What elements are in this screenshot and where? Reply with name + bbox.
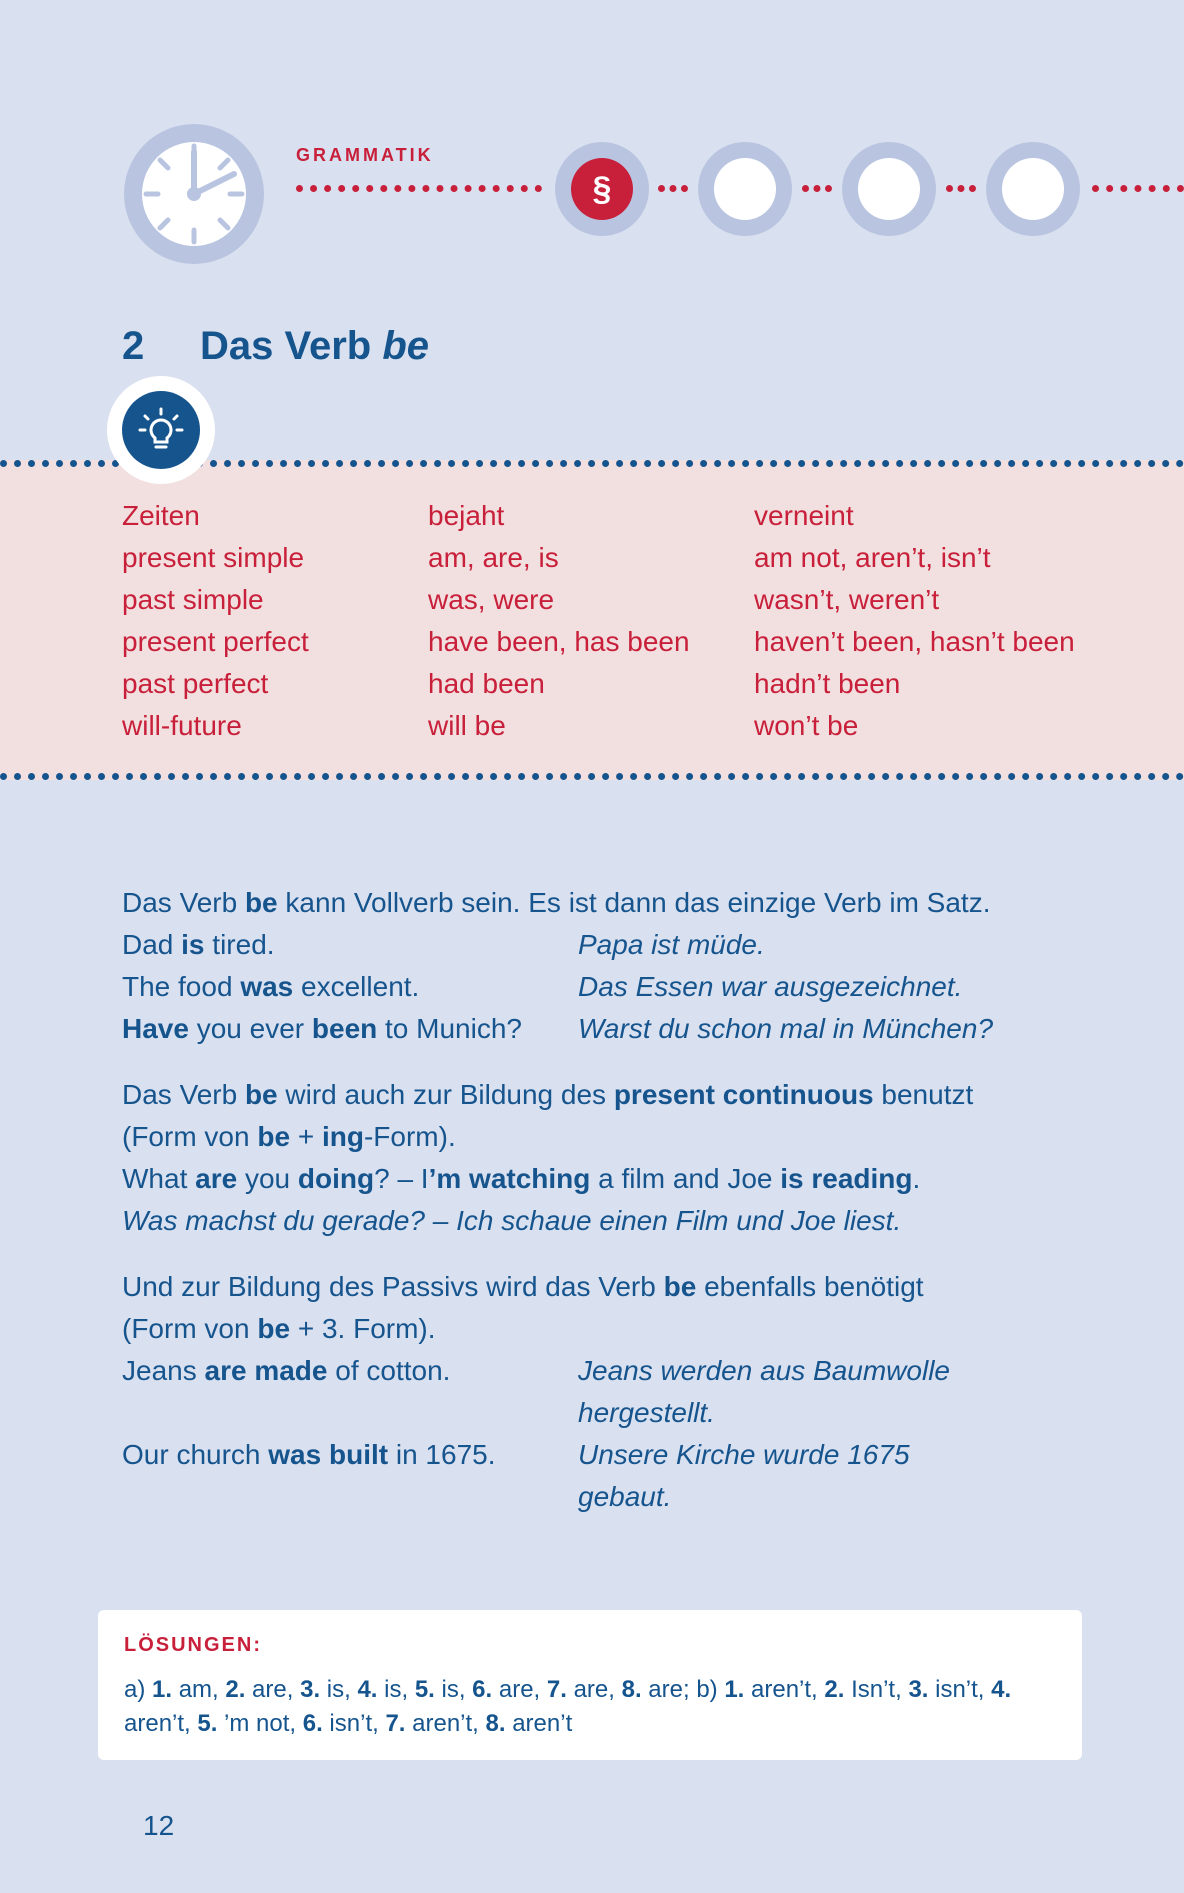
explanation-line: Das Verb be wird auch zur Bildung des present continuous benutzt (122, 1079, 974, 1110)
column-header: Zeiten (122, 500, 200, 531)
table-cell: present perfect (122, 626, 309, 657)
section-passive (122, 1266, 950, 1518)
solutions-label: LÖSUNGEN: (124, 1634, 262, 1656)
section-present-continuous (122, 1074, 973, 1242)
progress-dots (946, 185, 976, 192)
table-cell: past simple (122, 584, 264, 615)
example-en: What are you doing? – I’m watching a film and Joe is reading. (122, 1163, 921, 1194)
example-de: Warst du schon mal in München? (578, 1013, 994, 1044)
example-row (122, 1392, 924, 1434)
table-cell: am not, aren’t, isn’t (754, 542, 991, 573)
lightbulb-icon (137, 406, 185, 454)
example-de: Unsere Kirche wurde 1675 (578, 1439, 910, 1470)
example-de: hergestellt. (578, 1397, 715, 1428)
table-cell: hadn’t been (754, 668, 901, 699)
example-row (122, 1008, 994, 1050)
table-cell: wasn’t, weren’t (754, 584, 940, 615)
section-label: GRAMMATIK (296, 145, 434, 165)
progress-dots (802, 185, 832, 192)
progress-step (986, 142, 1080, 236)
section-full-verb (122, 882, 994, 1050)
explanation-line: Und zur Bildung des Passivs wird das Verb be ebenfalls benötigt (122, 1271, 924, 1302)
table-cell: will be (428, 710, 506, 741)
table-cell: had been (428, 668, 545, 699)
chapter-number: 2 (122, 324, 145, 368)
example-row (122, 924, 990, 966)
example-de: Jeans werden aus Baumwolle (578, 1355, 950, 1386)
column-header: verneint (754, 500, 854, 531)
explanation-line: (Form von be + 3. Form). (122, 1313, 436, 1344)
paragraph-icon: § (571, 158, 633, 220)
solutions-box (98, 1610, 1082, 1760)
progress-dots (658, 185, 688, 192)
example-en: The food was excellent. (122, 971, 420, 1002)
example-de: Papa ist müde. (578, 929, 765, 960)
table-cell: will-future (122, 710, 242, 741)
example-row (122, 966, 990, 1008)
intro-text: Das Verb be kann Vollverb sein. Es ist dann das einzige Verb im Satz. (122, 887, 991, 918)
chapter-title: Das Verb be (200, 324, 430, 368)
table-row (122, 626, 1075, 668)
table-row (122, 668, 1075, 710)
example-en: Dad is tired. (122, 929, 275, 960)
page-number: 12 (143, 1810, 175, 1841)
table-row (122, 584, 1075, 626)
clock-icon (122, 122, 266, 266)
table-cell: have been, has been (428, 626, 690, 657)
table-cell: am, are, is (428, 542, 559, 573)
progress-dots (1092, 185, 1184, 192)
table-row (122, 710, 1075, 752)
progress-dots (296, 185, 542, 192)
example-de: Das Essen war ausgezeichnet. (578, 971, 963, 1002)
progress-step-active (555, 142, 649, 236)
example-de: Was machst du gerade? – Ich schaue einen Film und Joe liest. (122, 1205, 902, 1236)
example-row (122, 1434, 924, 1476)
table-cell: was, were (428, 584, 555, 615)
explanation-line: (Form von be + ing-Form). (122, 1121, 456, 1152)
table-cell: past perfect (122, 668, 269, 699)
tense-table (122, 500, 1075, 752)
example-en: Have you ever been to Munich? (122, 1013, 522, 1044)
progress-step (698, 142, 792, 236)
solutions-text: a) 1. am, 2. are, 3. is, 4. is, 5. is, 6. are, 7. are, 8. are; b) 1. aren’t, 2. Isn’t, 3. isn’t, 4. aren’t, 5. ’m not, 6. isn’t, 7. aren’t, 8. aren’t (124, 1676, 1012, 1737)
progress-step (842, 142, 936, 236)
example-row (122, 1350, 950, 1392)
table-row (122, 542, 1075, 584)
table-cell: won’t be (754, 710, 859, 741)
column-header: bejaht (428, 500, 505, 531)
example-en: Our church was built in 1675. (122, 1439, 496, 1470)
table-cell: haven’t been, hasn’t been (754, 626, 1075, 657)
example-row (122, 1476, 924, 1518)
table-cell: present simple (122, 542, 305, 573)
table-header-row (122, 500, 1075, 542)
tip-badge (107, 376, 215, 484)
example-de: gebaut. (578, 1481, 672, 1512)
example-en: Jeans are made of cotton. (122, 1355, 451, 1386)
